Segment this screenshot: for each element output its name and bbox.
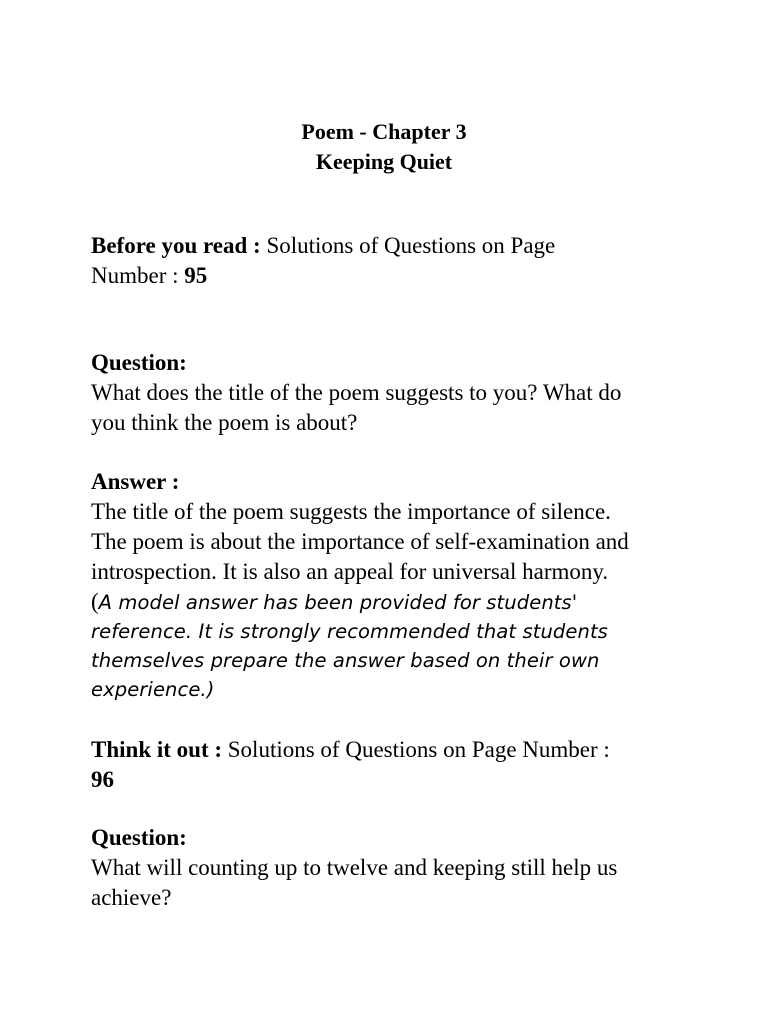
before-you-read-label: Before you read : [91, 233, 261, 258]
think-it-out-text: Solutions of Questions on Page Number : [222, 737, 610, 762]
answer-1-line-3: introspection. It is also an appeal for universal harmony. [91, 559, 609, 584]
model-answer-note-line-4: experience.) [91, 678, 215, 701]
question-1-line-1: What does the title of the poem suggests to you? What do [91, 380, 622, 405]
answer-1-line-2: The poem is about the importance of self-examination and [91, 529, 629, 554]
question-2-section [91, 823, 691, 913]
question-2-heading: Question: [91, 825, 187, 850]
question-2-line-2: achieve? [91, 885, 172, 910]
chapter-title: Poem - Chapter 3 [301, 119, 467, 144]
model-answer-note-line-1: A model answer has been provided for students' [98, 591, 578, 614]
answer-1-section [91, 467, 691, 704]
chapter-title-block [0, 117, 768, 177]
think-it-out-section [91, 735, 691, 795]
model-answer-note-line-3: themselves prepare the answer based on their own [91, 649, 600, 672]
note-open-paren: ( [91, 589, 99, 614]
page-number-96: 96 [91, 767, 114, 792]
question-1-heading: Question: [91, 350, 187, 375]
question-1-line-2: you think the poem is about? [91, 410, 358, 435]
question-1-section [91, 348, 691, 438]
think-it-out-label: Think it out : [91, 737, 223, 762]
model-answer-note-line-2: reference. It is strongly recommended that students [91, 620, 608, 643]
page-number-95: 95 [184, 263, 208, 288]
before-you-read-section [91, 231, 691, 291]
before-you-read-text: Solutions of Questions on Page [260, 233, 556, 258]
answer-1-heading: Answer : [91, 469, 180, 494]
answer-1-line-1: The title of the poem suggests the importance of silence. [91, 499, 611, 524]
poem-title: Keeping Quiet [315, 149, 453, 174]
question-2-line-1: What will counting up to twelve and keeping still help us [91, 855, 618, 880]
page-number-prefix: Number : [91, 263, 185, 288]
